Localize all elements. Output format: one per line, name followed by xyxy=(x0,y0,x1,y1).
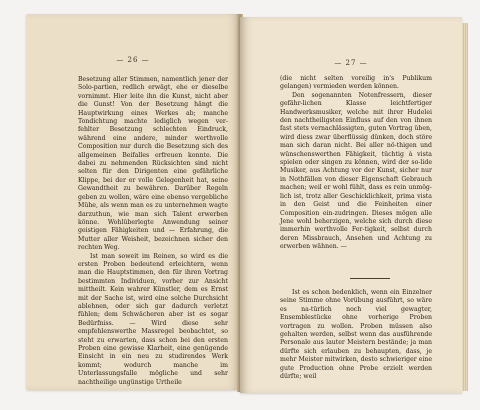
left-page-number: — 26 — xyxy=(116,56,150,64)
right-page-number: — 27 — xyxy=(334,59,368,67)
right-paragraph-3: Ist es schon bedenklich, wenn ein Einzelner seine Stimme ohne Vorübung ausführt, so wäre es na-türlich noch viel gewagter, Ensemblestücke ohne vorherige Proben vortragen zu wollen. Proben müssen also gehalten werden, selbst wenn das ausführende Personale aus lauter Meistern bestände; ja man dürfte sich erlauben zu behaupten, dass, je mehr Meister mitwirken, desto schwieriger eine gute Production ohne Probe erzielt werden dürfte; weil xyxy=(280,289,432,381)
left-page xyxy=(26,14,240,390)
section-divider xyxy=(350,278,390,279)
right-paragraph-1: (die nicht selten voreilig in's Publikum gelangen) vermieden werden können. xyxy=(280,75,432,91)
right-paragraph-2: Den sogenannten Notenfressern, dieser gefähr-lichen Klasse leichtfertiger Handwerksmusiker, welche mit ihrer Hudelei den nachtheiligsten Einfluss auf den von ihnen fast stets vernachlässigten, guten Vortrag üben, wird diess zwar überflüssig dünken, doch störe man sich daran nicht. Bei aller nö-thigen und wünschenswerthen Fähigkeit, tüchtig à vista spielen oder singen zu können, wird der so-lide Musiker, aus Achtung vor der Kunst, sicher nur in Nothfällen von dieser Eigenschaft Gebrauch machen; weil er wohl fühlt, dass es rein unmög-lich ist, trotz aller Geschicklichkeit, prima vista in den Geist und die Feinheiten einer Composition ein-zudringen. Dieses mögen alle Jene wohl beherzigen, welche sich durch diese immerhin werthvolle Fer-tigkeit, selbst durch deren Missbrauch, Ansehen und Achtung zu erwerben wähnen. — xyxy=(280,91,432,251)
left-page-text xyxy=(78,76,228,387)
right-page-text-bottom xyxy=(280,289,432,381)
right-page-text-top xyxy=(280,75,432,252)
right-page xyxy=(240,17,462,393)
page-edges xyxy=(462,23,468,391)
left-paragraph-1: Besetzung aller Stimmen, namentlich jener der Solo-partien, redlich erwägt, ehe er dieselbe vornimmt. Hier leite ihn die Kunst, nicht aber die Gunst! Von der Besetzung hängt die Hauptwirkung eines Werkes ab; manche Tondichtung machte lediglich wegen ver-fehlter Besetzung schlechten Eindruck, während eine andere, minder werthvolle Composition nur durch die Besetzung sich des allgemeinen Beifalles erfreuen konnte. Die dabei zu nehmenden Rücksichten sind nicht selten für den Dirigenten eine gefährliche Klippe, bei der er volle Gelegenheit hat, seine Gewandtheit zu bewähren. Darüber Regeln geben zu wollen, wäre eine ebenso vergebliche Mühe, als wenn man es zu unternehmen wagte darzuthun, wie man sich Talent erwerben könne. Wohlüberlegte Anwendung seiner geistigen Fähigkeiten und — Erfahrung, die Mutter aller Weisheit, bezeichnen sicher den rechten Weg. xyxy=(78,76,228,252)
left-paragraph-2: Ist man soweit im Reinen, so wird es die ersten Proben bedeutend erleichtern, wenn man die Hauptstimmen, den für ihren Vortrag bestimmten Individuen, vorher zur Ansicht mittheilt. Kein wahrer Künstler, dem es Ernst mit der Sache ist, wird eine solche Durchsicht ablehnen, oder sich gar dadurch verletzt fühlen; dem Schwächeren aber ist es sogar Bedürfniss. — Wird diese sehr empfehlenswerthe Massregel beobachtet, so steht zu erwarten, dass schon bei den ersten Proben eine gewisse Klarheit, eine genügende Einsicht in ein neu zu studirendes Werk kommt; wodurch manche im Unterlassungsfalle mögliche und sehr nachtheilige ungünstige Urtheile xyxy=(78,252,228,386)
open-book xyxy=(26,14,462,394)
